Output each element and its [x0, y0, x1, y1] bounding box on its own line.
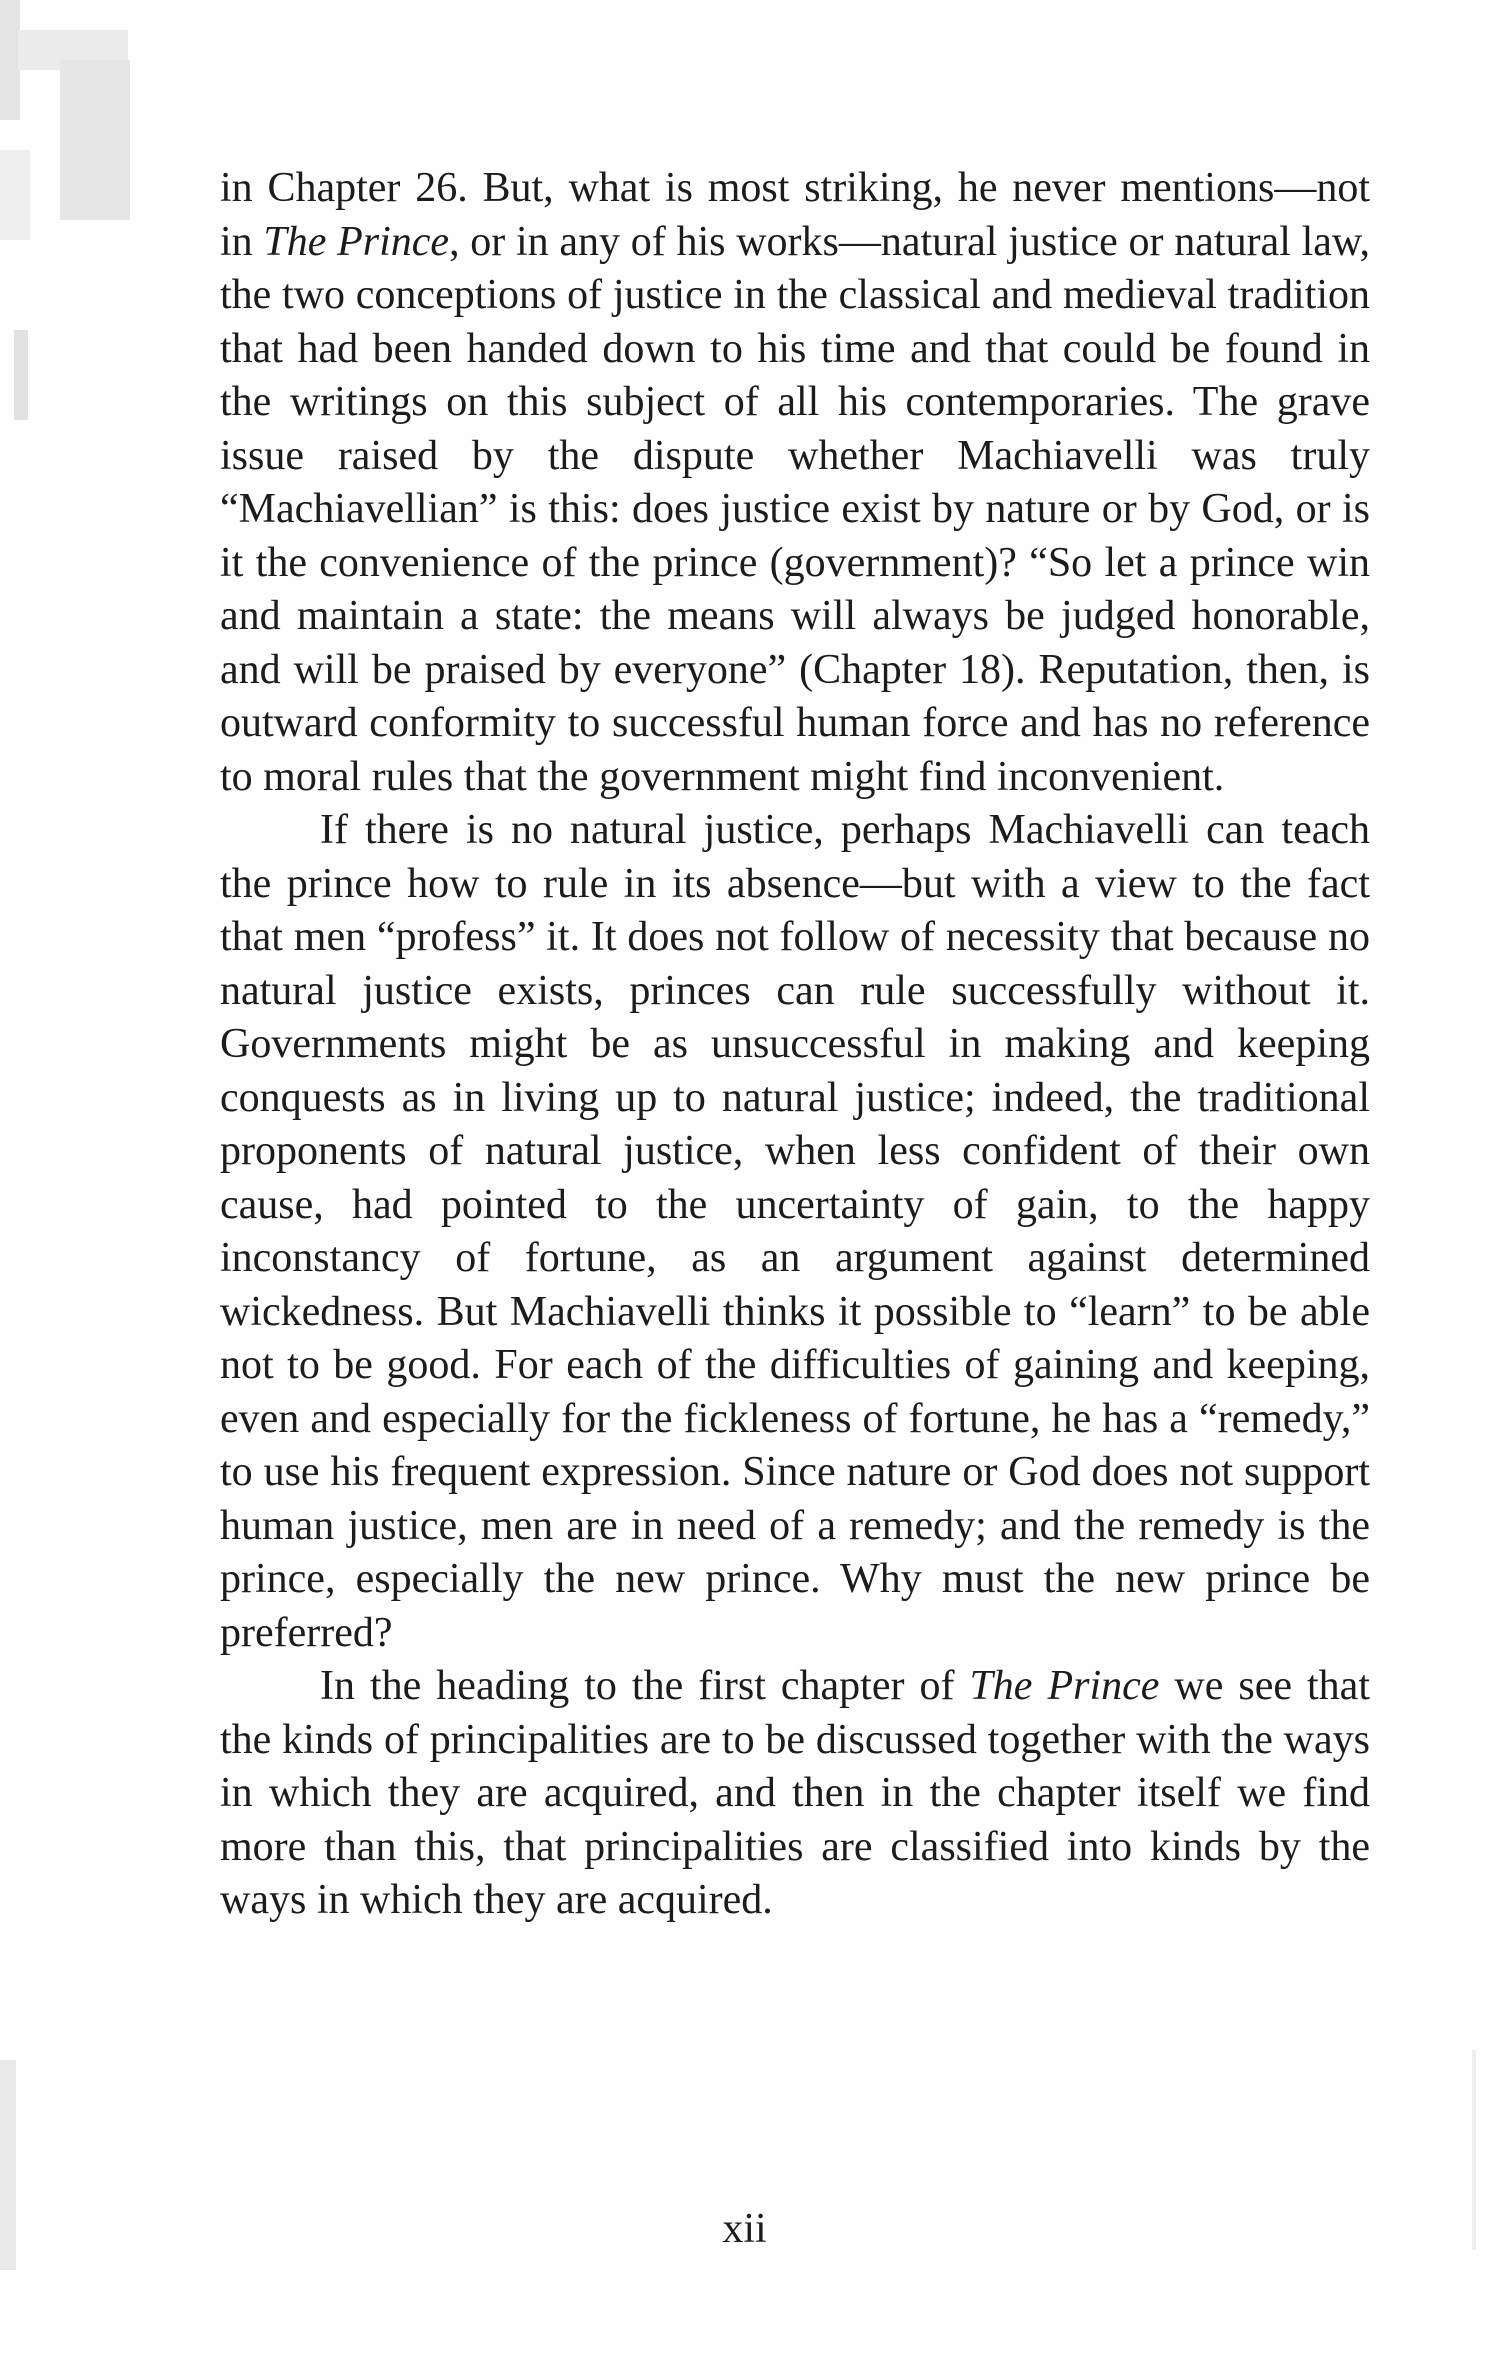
- text-run: in Chapter 26. But, what is most striking, he never mentions—not in: [220, 165, 1370, 265]
- paragraph: [220, 1660, 1370, 1928]
- scan-artifact: [14, 330, 28, 420]
- text-run: , or in any of his works—natural justice or natural law, the two conceptions of justice in the classical and medieval tradition that had been handed down to his time and that could be found in the writings on this subject of all his contemporaries. The grave issue raised by the dispute whether Machiavelli was truly “Machiavellian” is this: does justice exist by nature or by God, or is it the convenience of the prince (government)? “So let a prince win and maintain a state: the means will always be judged honorable, and will be praised by everyone” (Chapter 18). Reputation, then, is outward conformity to successful human force and has no reference to moral rules that the government might find inconvenient.: [220, 218, 1371, 800]
- text-run: In the heading to the first chapter of: [320, 1663, 970, 1709]
- paragraph: [220, 162, 1370, 804]
- scan-artifact: [0, 150, 30, 240]
- italic-title: The Prince: [263, 218, 450, 265]
- scan-artifact: [60, 60, 130, 220]
- text-run: If there is no natural justice, perhaps Machiavelli can teach the prince how to rule in its absence—but with a view to the fact that men “profess” it. It does not follow of necessity that because no natural justice exists, princes can rule successfully without it. Governments might be as unsuccessful in making and keeping conquests as in living up to natural justice; indeed, the traditional proponents of natural justice, when less confident of their own cause, had pointed to the uncertainty of gain, to the happy inconstancy of fortune, as an argument against determined wickedness. But Machiavelli thinks it possible to “learn” to be able not to be good. For each of the difficulties of gaining and keeping, even and especially for the fickleness of fortune, he has a “remedy,” to use his frequent expression. Since nature or God does not support human justice, men are in need of a remedy; and the remedy is the prince, especially the new prince. Why must the new prince be preferred?: [220, 807, 1370, 1656]
- paragraph: [220, 804, 1370, 1660]
- scan-artifact: [0, 0, 20, 120]
- page-number: xii: [722, 2206, 767, 2252]
- text-run: we see that the kinds of principalities are to be discussed together with the ways in which they are acquired, and then in the chapter itself we find more than this, that principalities are classified into kinds by the ways in which they are acquired.: [220, 1663, 1370, 1923]
- body-text: [220, 162, 1370, 1928]
- italic-title: The Prince: [969, 1663, 1160, 1709]
